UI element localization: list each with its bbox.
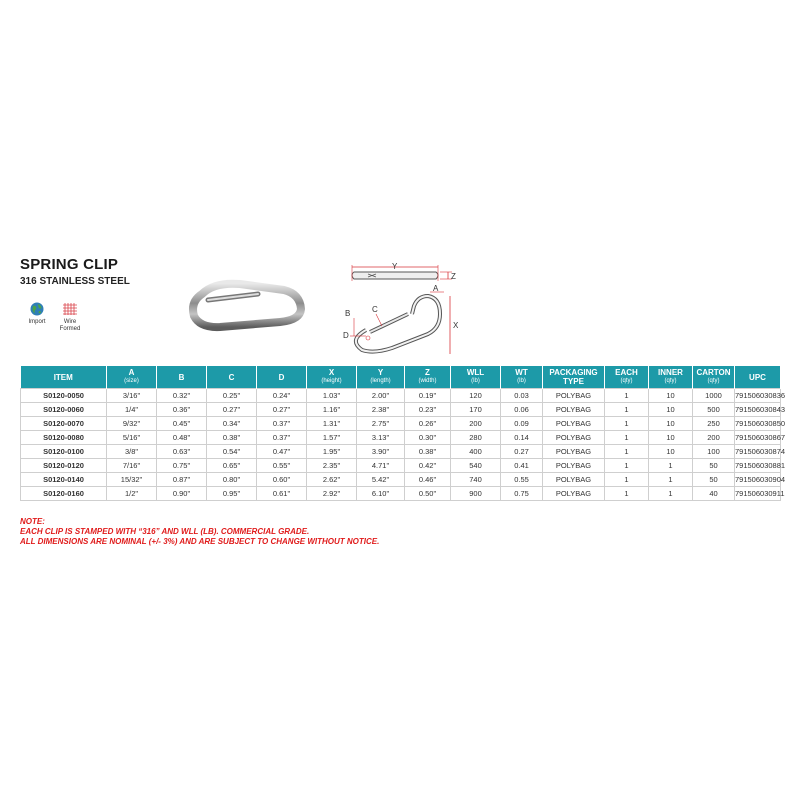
- table-cell: 0.32": [157, 389, 207, 403]
- table-cell: 1.16": [307, 403, 357, 417]
- table-cell: 0.25": [207, 389, 257, 403]
- table-cell: 1.95": [307, 445, 357, 459]
- import-badge: [22, 302, 52, 326]
- table-cell: 0.42": [405, 459, 451, 473]
- dimension-diagram: [340, 262, 460, 367]
- table-header-row: [21, 366, 781, 389]
- dim-a-label: A: [433, 284, 439, 293]
- header-z: Z (width): [405, 366, 451, 389]
- table-cell: 1.31": [307, 417, 357, 431]
- table-cell: 1.03": [307, 389, 357, 403]
- table-cell: 791506030867: [735, 431, 781, 445]
- table-cell: POLYBAG: [543, 487, 605, 501]
- table-cell: 1: [605, 431, 649, 445]
- page-title: SPRING CLIP: [20, 256, 119, 273]
- table-cell: 0.47": [257, 445, 307, 459]
- table-cell: 10: [649, 417, 693, 431]
- header-d: D: [257, 366, 307, 389]
- table-cell: S0120-0100: [21, 445, 107, 459]
- table-cell: 540: [451, 459, 501, 473]
- dim-x-label: X: [453, 321, 459, 330]
- table-row: [21, 431, 781, 445]
- table-cell: 0.54": [207, 445, 257, 459]
- table-cell: 0.46": [405, 473, 451, 487]
- table-cell: 5/16": [107, 431, 157, 445]
- table-cell: 1/4": [107, 403, 157, 417]
- table-cell: 2.35": [307, 459, 357, 473]
- header-x: X (height): [307, 366, 357, 389]
- table-row: [21, 487, 781, 501]
- dim-d-label: D: [343, 331, 349, 340]
- table-cell: 791506030850: [735, 417, 781, 431]
- table-cell: 3.13": [357, 431, 405, 445]
- table-cell: 4.71": [357, 459, 405, 473]
- header-wll: WLL (lb): [451, 366, 501, 389]
- table-cell: S0120-0160: [21, 487, 107, 501]
- table-cell: S0120-0080: [21, 431, 107, 445]
- header-a: A (size): [107, 366, 157, 389]
- table-row: [21, 459, 781, 473]
- table-cell: 2.38": [357, 403, 405, 417]
- table-cell: 0.03: [501, 389, 543, 403]
- table-cell: 200: [693, 431, 735, 445]
- note-line-1: EACH CLIP IS STAMPED WITH “316” AND WLL (LB). COMMERCIAL GRADE.: [20, 527, 310, 536]
- table-cell: 100: [693, 445, 735, 459]
- table-cell: 1000: [693, 389, 735, 403]
- table-cell: POLYBAG: [543, 403, 605, 417]
- table-cell: POLYBAG: [543, 473, 605, 487]
- table-cell: 1: [605, 459, 649, 473]
- table-cell: 3/8": [107, 445, 157, 459]
- table-row: [21, 403, 781, 417]
- table-cell: 9/32": [107, 417, 157, 431]
- header-wt: WT (lb): [501, 366, 543, 389]
- table-cell: 0.87": [157, 473, 207, 487]
- table-cell: 791506030843: [735, 403, 781, 417]
- table-cell: 0.80": [207, 473, 257, 487]
- table-cell: 0.48": [157, 431, 207, 445]
- table-cell: 0.63": [157, 445, 207, 459]
- table-cell: 400: [451, 445, 501, 459]
- wire-label-line1: Wire: [63, 319, 77, 325]
- table-cell: 50: [693, 459, 735, 473]
- table-cell: 2.92": [307, 487, 357, 501]
- table-cell: 791506030836: [735, 389, 781, 403]
- note-block: [20, 517, 379, 547]
- table-cell: 120: [451, 389, 501, 403]
- wire-label-line2: Formed: [59, 326, 81, 332]
- header-b: B: [157, 366, 207, 389]
- table-row: [21, 473, 781, 487]
- table-cell: 0.61": [257, 487, 307, 501]
- table-cell: 1: [605, 473, 649, 487]
- table-cell: 250: [693, 417, 735, 431]
- table-cell: 0.95": [207, 487, 257, 501]
- table-cell: POLYBAG: [543, 459, 605, 473]
- table-cell: 280: [451, 431, 501, 445]
- table-cell: 0.36": [157, 403, 207, 417]
- table-cell: 10: [649, 431, 693, 445]
- table-cell: 0.24": [257, 389, 307, 403]
- table-row: [21, 389, 781, 403]
- table-cell: 1.57": [307, 431, 357, 445]
- table-cell: 500: [693, 403, 735, 417]
- table-cell: S0120-0120: [21, 459, 107, 473]
- table-cell: 0.75": [157, 459, 207, 473]
- table-cell: 0.14: [501, 431, 543, 445]
- table-cell: 10: [649, 403, 693, 417]
- table-cell: 1: [605, 403, 649, 417]
- table-cell: 1: [649, 487, 693, 501]
- header-each: EACH (qty): [605, 366, 649, 389]
- wire-formed-badge: [55, 302, 85, 333]
- table-cell: S0120-0060: [21, 403, 107, 417]
- table-cell: 200: [451, 417, 501, 431]
- table-cell: POLYBAG: [543, 417, 605, 431]
- table-cell: 0.60": [257, 473, 307, 487]
- table-cell: 5.42": [357, 473, 405, 487]
- table-cell: S0120-0070: [21, 417, 107, 431]
- table-cell: 0.55: [501, 473, 543, 487]
- table-cell: 791506030911: [735, 487, 781, 501]
- header-y: Y (length): [357, 366, 405, 389]
- table-cell: 0.09: [501, 417, 543, 431]
- dim-z-label: Z: [451, 272, 456, 281]
- table-cell: 0.45": [157, 417, 207, 431]
- table-cell: 3.90": [357, 445, 405, 459]
- table-cell: 791506030874: [735, 445, 781, 459]
- import-label: Import: [28, 319, 46, 325]
- table-cell: 170: [451, 403, 501, 417]
- table-cell: 900: [451, 487, 501, 501]
- table-cell: 0.65": [207, 459, 257, 473]
- dim-b-label: B: [345, 309, 351, 318]
- material-subtitle: 316 STAINLESS STEEL: [20, 276, 130, 287]
- table-cell: 0.06: [501, 403, 543, 417]
- table-cell: 0.90": [157, 487, 207, 501]
- header-inner: INNER (qty): [649, 366, 693, 389]
- table-cell: 3/16": [107, 389, 157, 403]
- table-cell: 0.27": [207, 403, 257, 417]
- table-cell: 0.23": [405, 403, 451, 417]
- table-cell: S0120-0140: [21, 473, 107, 487]
- table-cell: 2.62": [307, 473, 357, 487]
- table-cell: 0.75: [501, 487, 543, 501]
- table-cell: 1: [605, 389, 649, 403]
- table-cell: POLYBAG: [543, 389, 605, 403]
- table-cell: 6.10": [357, 487, 405, 501]
- table-cell: 0.38": [207, 431, 257, 445]
- table-cell: 40: [693, 487, 735, 501]
- spec-table: [20, 366, 786, 501]
- wire-mesh-icon: [62, 302, 78, 316]
- table-cell: 10: [649, 445, 693, 459]
- table-cell: 0.41: [501, 459, 543, 473]
- header-carton: CARTON (qty): [693, 366, 735, 389]
- table-cell: 1: [649, 473, 693, 487]
- table-row: [21, 445, 781, 459]
- table-cell: 0.30": [405, 431, 451, 445]
- header-item: ITEM: [21, 366, 107, 389]
- table-cell: 1: [605, 417, 649, 431]
- table-cell: 10: [649, 389, 693, 403]
- table-cell: 7/16": [107, 459, 157, 473]
- table-cell: 791506030881: [735, 459, 781, 473]
- table-row: [21, 417, 781, 431]
- table-cell: 2.00": [357, 389, 405, 403]
- table-cell: 1/2": [107, 487, 157, 501]
- header-upc: UPC: [735, 366, 781, 389]
- globe-icon: [30, 302, 44, 316]
- table-cell: 0.34": [207, 417, 257, 431]
- dim-y-label: Y: [392, 262, 398, 271]
- table-cell: 0.37": [257, 417, 307, 431]
- table-cell: 0.26": [405, 417, 451, 431]
- table-cell: 2.75": [357, 417, 405, 431]
- table-cell: 1: [605, 445, 649, 459]
- note-line-2: ALL DIMENSIONS ARE NOMINAL (+/- 3%) AND ARE SUBJECT TO CHANGE WITHOUT NOTICE.: [20, 537, 380, 546]
- table-cell: 50: [693, 473, 735, 487]
- spring-clip-icon: [180, 276, 305, 341]
- header-c: C: [207, 366, 257, 389]
- note-heading: NOTE:: [20, 517, 45, 526]
- table-cell: 791506030904: [735, 473, 781, 487]
- table-cell: 0.55": [257, 459, 307, 473]
- header-packaging: PACKAGING TYPE: [543, 366, 605, 389]
- table-cell: 0.19": [405, 389, 451, 403]
- table-cell: 0.38": [405, 445, 451, 459]
- table-cell: 15/32": [107, 473, 157, 487]
- table-cell: 0.27: [501, 445, 543, 459]
- table-cell: 740: [451, 473, 501, 487]
- table-cell: 0.50": [405, 487, 451, 501]
- table-cell: S0120-0050: [21, 389, 107, 403]
- table-cell: 1: [649, 459, 693, 473]
- spring-clip-photo: [180, 276, 305, 346]
- dim-c-label: C: [372, 305, 378, 314]
- table-cell: 0.27": [257, 403, 307, 417]
- table-cell: 0.37": [257, 431, 307, 445]
- table-cell: POLYBAG: [543, 445, 605, 459]
- table-cell: POLYBAG: [543, 431, 605, 445]
- table-cell: 1: [605, 487, 649, 501]
